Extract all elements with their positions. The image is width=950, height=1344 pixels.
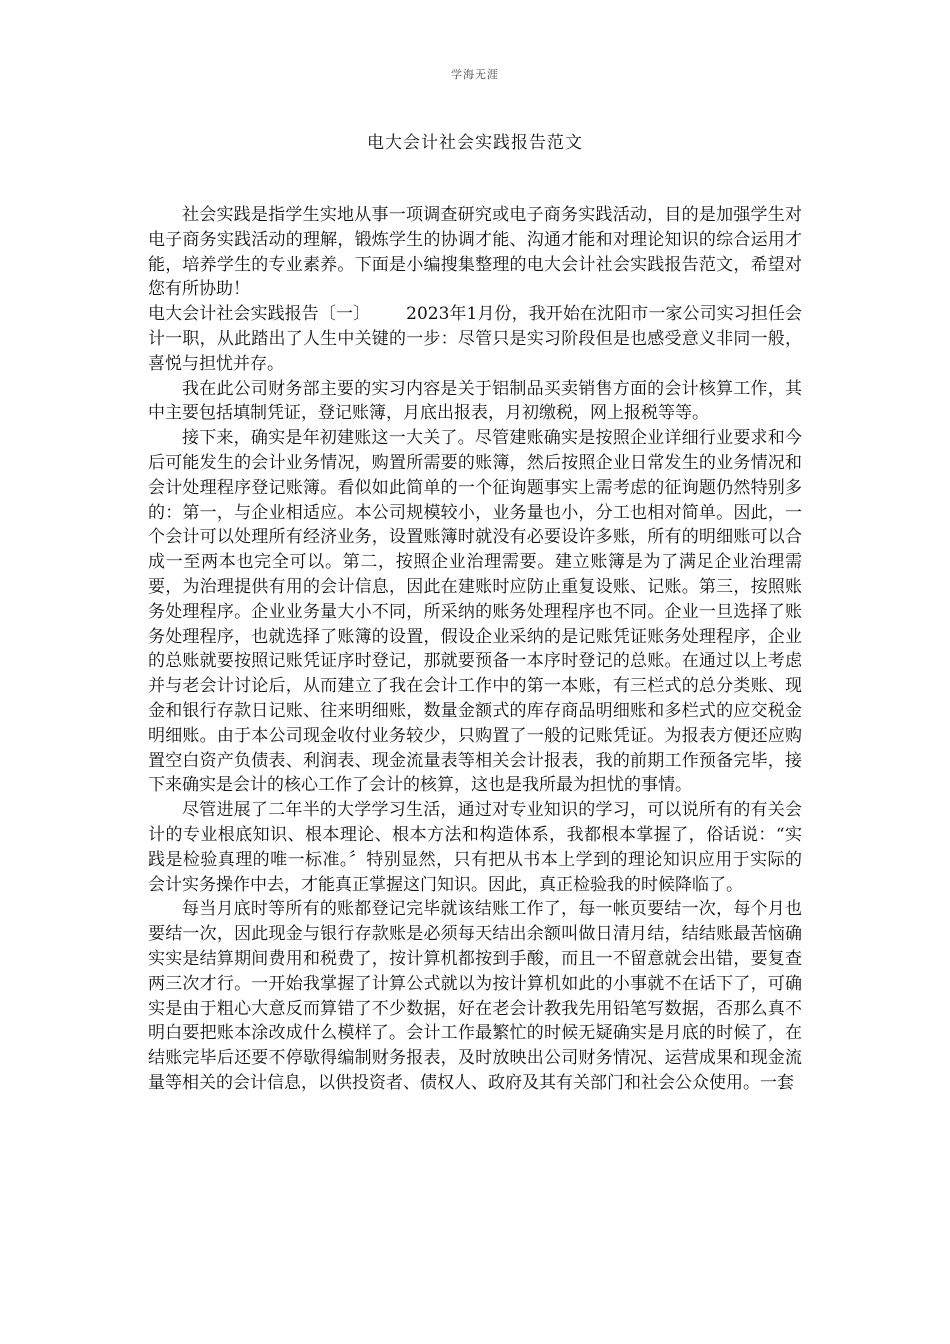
intro-paragraph: 社会实践是指学生实地从事一项调查研究或电子商务实践活动，目的是加强学生对电子商务实践活动的理解，锻炼学生的协调才能、沟通才能和对理论知识的综合运用才能，培养学生的专业素养。下面是小编搜集整理的电大会计社会实践报告范文，希望对您有所协助！ — [148, 205, 802, 300]
body-paragraph: 尽管进展了二年半的大学学习生活，通过对专业知识的学习，可以说所有的有关会计的专业根底知识、根本理论、根本方法和构造体系，我都根本掌握了，俗话说：“实践是检验真理的唯一标准。〞特别显然，只有把从书本上学到的理论知识应用于实际的会计实务操作中去，才能真正掌握这门知识。因此，真正检验我的时候降临了。 — [148, 800, 802, 895]
page-header: 学海无涯 — [451, 68, 499, 81]
body-paragraph: 我在此公司财务部主要的实习内容是关于铝制品买卖销售方面的会计核算工作，其中主要包括填制凭证，登记账簿，月底出报表，月初缴税，网上报税等等。 — [148, 378, 802, 424]
document-body — [148, 203, 802, 1096]
body-paragraph: 每当月底时等所有的账都登记完毕就该结账工作了，每一帐页要结一次，每个月也要结一次，因此现金与银行存款账是必须每天结出余额叫做日清月结，结结账最苦恼确实实是结算期间费用和税费了，按计算机都按到手酸，而且一不留意就会出错，要复查两三次才行。一开始我掌握了计算公式就以为按计算机如此的小事就不在话下了，可确实是由于粗心大意反而算错了不少数据，好在老会计教我先用铅笔写数据，否那么真不明白要把账本涂改成什么模样了。会计工作最繁忙的时候无疑确实是月底的时候了，在结账完毕后还要不停歇得编制财务报表，及时放映出公司财务情况、运营成果和现金流量等相关的会计信息，以供投资者、债权人、政府及其有关部门和社会公众使用。一套 — [148, 899, 802, 1093]
section-first-paragraph — [148, 302, 802, 376]
section-heading: 电大会计社会实践报告〔一〕 — [148, 304, 371, 325]
body-paragraph: 接下来，确实是年初建账这一大关了。尽管建账确实是按照企业详细行业要求和今后可能发生的会计业务情况，购置所需要的账簿，然后按照企业日常发生的业务情况和会计处理程序登记账簿。看似如此简单的一个征询题事实上需考虑的征询题仍然特别多的：第一，与企业相适应。本公司规模较小，业务量也小，分工也相对简单。因此，一个会计可以处理所有经济业务，设置账簿时就没有必要设许多账，所有的明细账可以合成一至两本也完全可以。第二，按照企业治理需要。建立账簿是为了满足企业治理需要，为治理提供有用的会计信息，因此在建账时应防止重复设账、记账。第三，按照账务处理程序。企业业务量大小不同，所采纳的账务处理程序也不同。企业一旦选择了账务处理程序，也就选择了账簿的设置，假设企业采纳的是记账凭证账务处理程序，企业的总账就要按照记账凭证序时登记，那就要预备一本序时登记的总账。在通过以上考虑并与老会计讨论后，从而建立了我在会计工作中的第一本账，有三栏式的总分类账、现金和银行存款日记账、往来明细账，数量金额式的库存商品明细账和多栏式的应交税金明细账。由于本公司现金收付业务较少，只购置了一般的记账凭证。为报表方便还应购置空白资产负债表、利润表、现金流量表等相关会计报表，我的前期工作预备完毕，接下来确实是会计的核心工作了会计的核算，这也是我所最为担忧的事情。 — [148, 428, 802, 796]
section-first-text: 2023年1月份，我开始在沈阳市一家公司实习担任会计一职，从此踏出了人生中关键的一步：尽管只是实习阶段但是也感受意义非同一般，喜悦与担忧并存。 — [148, 304, 802, 374]
document-title: 电大会计社会实践报告范文 — [367, 133, 583, 153]
